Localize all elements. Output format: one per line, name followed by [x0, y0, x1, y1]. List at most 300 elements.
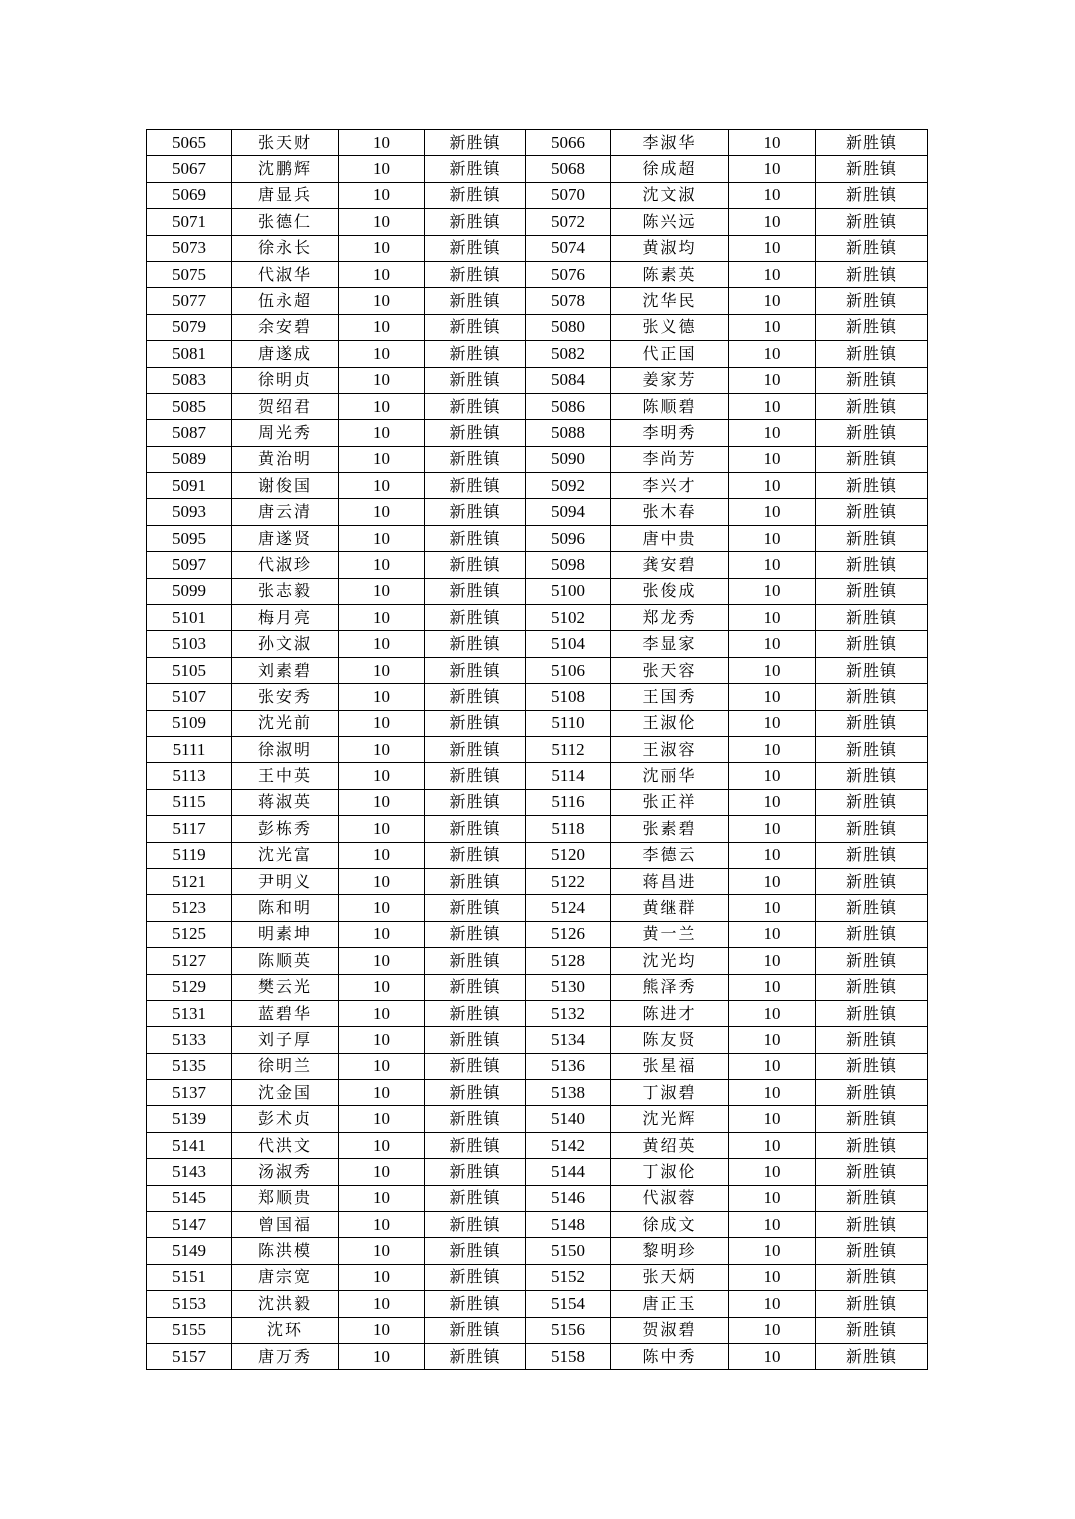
right-quantity-cell: 10: [729, 525, 816, 551]
table-row: [147, 1185, 928, 1211]
left-quantity-cell: 10: [339, 156, 425, 182]
left-id-cell: 5083: [147, 367, 232, 393]
left-id-cell: 5087: [147, 420, 232, 446]
right-id-cell: 5086: [526, 393, 611, 419]
left-quantity-cell: 10: [339, 446, 425, 472]
left-name-cell: 王中英: [232, 763, 339, 789]
right-id-cell: 5156: [526, 1317, 611, 1343]
left-name-cell: 徐永长: [232, 235, 339, 261]
left-town-cell: 新胜镇: [425, 816, 526, 842]
table-row: [147, 578, 928, 604]
right-id-cell: 5082: [526, 341, 611, 367]
table-row: [147, 1291, 928, 1317]
left-name-cell: 张志毅: [232, 578, 339, 604]
right-town-cell: 新胜镇: [816, 209, 928, 235]
left-town-cell: 新胜镇: [425, 1238, 526, 1264]
left-id-cell: 5081: [147, 341, 232, 367]
right-id-cell: 5068: [526, 156, 611, 182]
left-town-cell: 新胜镇: [425, 974, 526, 1000]
right-id-cell: 5090: [526, 446, 611, 472]
left-quantity-cell: 10: [339, 525, 425, 551]
table-row: [147, 420, 928, 446]
right-quantity-cell: 10: [729, 1132, 816, 1158]
right-town-cell: 新胜镇: [816, 393, 928, 419]
left-quantity-cell: 10: [339, 816, 425, 842]
table-row: [147, 631, 928, 657]
right-quantity-cell: 10: [729, 156, 816, 182]
left-id-cell: 5069: [147, 182, 232, 208]
left-id-cell: 5123: [147, 895, 232, 921]
table-row: [147, 657, 928, 683]
left-town-cell: 新胜镇: [425, 552, 526, 578]
left-town-cell: 新胜镇: [425, 948, 526, 974]
left-name-cell: 沈环: [232, 1317, 339, 1343]
left-town-cell: 新胜镇: [425, 261, 526, 287]
left-quantity-cell: 10: [339, 1317, 425, 1343]
right-town-cell: 新胜镇: [816, 605, 928, 631]
table-row: [147, 525, 928, 551]
right-quantity-cell: 10: [729, 921, 816, 947]
right-id-cell: 5076: [526, 261, 611, 287]
table-row: [147, 736, 928, 762]
left-name-cell: 谢俊国: [232, 473, 339, 499]
left-town-cell: 新胜镇: [425, 657, 526, 683]
left-town-cell: 新胜镇: [425, 710, 526, 736]
left-name-cell: 梅月亮: [232, 605, 339, 631]
right-town-cell: 新胜镇: [816, 1159, 928, 1185]
right-town-cell: 新胜镇: [816, 1027, 928, 1053]
left-id-cell: 5153: [147, 1291, 232, 1317]
left-town-cell: 新胜镇: [425, 868, 526, 894]
right-name-cell: 沈光辉: [611, 1106, 729, 1132]
right-name-cell: 陈素英: [611, 261, 729, 287]
left-town-cell: 新胜镇: [425, 1291, 526, 1317]
right-quantity-cell: 10: [729, 631, 816, 657]
right-quantity-cell: 10: [729, 868, 816, 894]
left-quantity-cell: 10: [339, 288, 425, 314]
left-name-cell: 徐淑明: [232, 736, 339, 762]
left-town-cell: 新胜镇: [425, 130, 526, 156]
right-name-cell: 黄绍英: [611, 1132, 729, 1158]
left-id-cell: 5151: [147, 1264, 232, 1290]
right-name-cell: 唐中贵: [611, 525, 729, 551]
right-id-cell: 5110: [526, 710, 611, 736]
right-quantity-cell: 10: [729, 209, 816, 235]
left-id-cell: 5111: [147, 736, 232, 762]
left-name-cell: 徐明贞: [232, 367, 339, 393]
roster-table-body: [147, 130, 928, 1370]
left-id-cell: 5101: [147, 605, 232, 631]
left-town-cell: 新胜镇: [425, 684, 526, 710]
left-town-cell: 新胜镇: [425, 420, 526, 446]
left-quantity-cell: 10: [339, 1106, 425, 1132]
right-quantity-cell: 10: [729, 446, 816, 472]
left-quantity-cell: 10: [339, 473, 425, 499]
left-quantity-cell: 10: [339, 1212, 425, 1238]
right-id-cell: 5114: [526, 763, 611, 789]
left-id-cell: 5117: [147, 816, 232, 842]
left-town-cell: 新胜镇: [425, 842, 526, 868]
left-town-cell: 新胜镇: [425, 446, 526, 472]
right-quantity-cell: 10: [729, 657, 816, 683]
right-town-cell: 新胜镇: [816, 473, 928, 499]
right-quantity-cell: 10: [729, 1106, 816, 1132]
left-name-cell: 唐万秀: [232, 1343, 339, 1369]
left-id-cell: 5139: [147, 1106, 232, 1132]
table-row: [147, 1238, 928, 1264]
left-quantity-cell: 10: [339, 895, 425, 921]
right-quantity-cell: 10: [729, 1264, 816, 1290]
table-row: [147, 156, 928, 182]
left-id-cell: 5125: [147, 921, 232, 947]
left-town-cell: 新胜镇: [425, 578, 526, 604]
left-name-cell: 刘素碧: [232, 657, 339, 683]
right-town-cell: 新胜镇: [816, 868, 928, 894]
table-row: [147, 235, 928, 261]
left-name-cell: 唐宗宽: [232, 1264, 339, 1290]
left-town-cell: 新胜镇: [425, 1343, 526, 1369]
left-name-cell: 张安秀: [232, 684, 339, 710]
left-quantity-cell: 10: [339, 1238, 425, 1264]
table-row: [147, 974, 928, 1000]
left-town-cell: 新胜镇: [425, 605, 526, 631]
left-id-cell: 5119: [147, 842, 232, 868]
left-town-cell: 新胜镇: [425, 341, 526, 367]
left-id-cell: 5113: [147, 763, 232, 789]
left-id-cell: 5141: [147, 1132, 232, 1158]
table-row: [147, 1080, 928, 1106]
right-quantity-cell: 10: [729, 1238, 816, 1264]
left-quantity-cell: 10: [339, 789, 425, 815]
right-name-cell: 李尚芳: [611, 446, 729, 472]
left-town-cell: 新胜镇: [425, 1132, 526, 1158]
right-name-cell: 张素碧: [611, 816, 729, 842]
right-name-cell: 郑龙秀: [611, 605, 729, 631]
left-town-cell: 新胜镇: [425, 1053, 526, 1079]
right-town-cell: 新胜镇: [816, 789, 928, 815]
right-id-cell: 5088: [526, 420, 611, 446]
right-town-cell: 新胜镇: [816, 895, 928, 921]
left-id-cell: 5067: [147, 156, 232, 182]
left-name-cell: 明素坤: [232, 921, 339, 947]
left-id-cell: 5121: [147, 868, 232, 894]
right-id-cell: 5112: [526, 736, 611, 762]
table-row: [147, 895, 928, 921]
table-row: [147, 341, 928, 367]
table-row: [147, 948, 928, 974]
left-quantity-cell: 10: [339, 1053, 425, 1079]
left-town-cell: 新胜镇: [425, 473, 526, 499]
right-name-cell: 张正祥: [611, 789, 729, 815]
left-quantity-cell: 10: [339, 1343, 425, 1369]
right-quantity-cell: 10: [729, 341, 816, 367]
right-town-cell: 新胜镇: [816, 1343, 928, 1369]
left-id-cell: 5107: [147, 684, 232, 710]
table-row: [147, 552, 928, 578]
right-quantity-cell: 10: [729, 684, 816, 710]
left-quantity-cell: 10: [339, 1185, 425, 1211]
left-town-cell: 新胜镇: [425, 156, 526, 182]
right-name-cell: 贺淑碧: [611, 1317, 729, 1343]
left-town-cell: 新胜镇: [425, 921, 526, 947]
right-town-cell: 新胜镇: [816, 235, 928, 261]
right-quantity-cell: 10: [729, 789, 816, 815]
right-town-cell: 新胜镇: [816, 631, 928, 657]
right-town-cell: 新胜镇: [816, 552, 928, 578]
left-id-cell: 5071: [147, 209, 232, 235]
right-town-cell: 新胜镇: [816, 367, 928, 393]
right-name-cell: 黄继群: [611, 895, 729, 921]
right-id-cell: 5098: [526, 552, 611, 578]
right-id-cell: 5106: [526, 657, 611, 683]
table-row: [147, 684, 928, 710]
left-id-cell: 5143: [147, 1159, 232, 1185]
left-name-cell: 郑顺贵: [232, 1185, 339, 1211]
right-town-cell: 新胜镇: [816, 1264, 928, 1290]
left-id-cell: 5133: [147, 1027, 232, 1053]
table-row: [147, 393, 928, 419]
right-id-cell: 5104: [526, 631, 611, 657]
right-name-cell: 徐成超: [611, 156, 729, 182]
right-town-cell: 新胜镇: [816, 446, 928, 472]
left-id-cell: 5109: [147, 710, 232, 736]
right-id-cell: 5126: [526, 921, 611, 947]
left-quantity-cell: 10: [339, 605, 425, 631]
left-town-cell: 新胜镇: [425, 499, 526, 525]
left-town-cell: 新胜镇: [425, 1212, 526, 1238]
table-row: [147, 1106, 928, 1132]
left-id-cell: 5097: [147, 552, 232, 578]
left-town-cell: 新胜镇: [425, 182, 526, 208]
left-id-cell: 5091: [147, 473, 232, 499]
right-id-cell: 5152: [526, 1264, 611, 1290]
right-quantity-cell: 10: [729, 314, 816, 340]
left-name-cell: 唐遂贤: [232, 525, 339, 551]
left-quantity-cell: 10: [339, 1132, 425, 1158]
left-id-cell: 5075: [147, 261, 232, 287]
left-id-cell: 5073: [147, 235, 232, 261]
right-quantity-cell: 10: [729, 261, 816, 287]
right-name-cell: 黄一兰: [611, 921, 729, 947]
left-town-cell: 新胜镇: [425, 288, 526, 314]
left-id-cell: 5155: [147, 1317, 232, 1343]
right-id-cell: 5066: [526, 130, 611, 156]
left-id-cell: 5103: [147, 631, 232, 657]
right-quantity-cell: 10: [729, 393, 816, 419]
right-town-cell: 新胜镇: [816, 1291, 928, 1317]
left-id-cell: 5137: [147, 1080, 232, 1106]
right-quantity-cell: 10: [729, 605, 816, 631]
left-town-cell: 新胜镇: [425, 763, 526, 789]
left-name-cell: 沈鹏辉: [232, 156, 339, 182]
left-id-cell: 5099: [147, 578, 232, 604]
right-id-cell: 5102: [526, 605, 611, 631]
right-town-cell: 新胜镇: [816, 288, 928, 314]
right-id-cell: 5072: [526, 209, 611, 235]
right-quantity-cell: 10: [729, 1159, 816, 1185]
left-town-cell: 新胜镇: [425, 367, 526, 393]
left-quantity-cell: 10: [339, 393, 425, 419]
right-id-cell: 5130: [526, 974, 611, 1000]
left-id-cell: 5127: [147, 948, 232, 974]
table-row: [147, 1053, 928, 1079]
left-town-cell: 新胜镇: [425, 314, 526, 340]
left-quantity-cell: 10: [339, 552, 425, 578]
right-id-cell: 5138: [526, 1080, 611, 1106]
left-id-cell: 5147: [147, 1212, 232, 1238]
left-name-cell: 汤淑秀: [232, 1159, 339, 1185]
right-town-cell: 新胜镇: [816, 684, 928, 710]
table-row: [147, 473, 928, 499]
left-id-cell: 5105: [147, 657, 232, 683]
left-town-cell: 新胜镇: [425, 1027, 526, 1053]
right-quantity-cell: 10: [729, 974, 816, 1000]
left-name-cell: 沈金国: [232, 1080, 339, 1106]
left-quantity-cell: 10: [339, 499, 425, 525]
right-id-cell: 5136: [526, 1053, 611, 1079]
left-town-cell: 新胜镇: [425, 1264, 526, 1290]
right-town-cell: 新胜镇: [816, 341, 928, 367]
right-town-cell: 新胜镇: [816, 156, 928, 182]
right-town-cell: 新胜镇: [816, 657, 928, 683]
right-id-cell: 5100: [526, 578, 611, 604]
left-name-cell: 唐显兵: [232, 182, 339, 208]
right-quantity-cell: 10: [729, 288, 816, 314]
right-town-cell: 新胜镇: [816, 842, 928, 868]
left-id-cell: 5093: [147, 499, 232, 525]
right-town-cell: 新胜镇: [816, 1185, 928, 1211]
left-town-cell: 新胜镇: [425, 1185, 526, 1211]
left-id-cell: 5065: [147, 130, 232, 156]
right-town-cell: 新胜镇: [816, 499, 928, 525]
left-name-cell: 周光秀: [232, 420, 339, 446]
left-quantity-cell: 10: [339, 1027, 425, 1053]
left-id-cell: 5149: [147, 1238, 232, 1264]
left-quantity-cell: 10: [339, 341, 425, 367]
right-name-cell: 丁淑伦: [611, 1159, 729, 1185]
left-quantity-cell: 10: [339, 130, 425, 156]
left-name-cell: 彭栋秀: [232, 816, 339, 842]
right-name-cell: 张星福: [611, 1053, 729, 1079]
left-quantity-cell: 10: [339, 736, 425, 762]
left-quantity-cell: 10: [339, 1291, 425, 1317]
left-town-cell: 新胜镇: [425, 1317, 526, 1343]
left-id-cell: 5077: [147, 288, 232, 314]
left-name-cell: 余安碧: [232, 314, 339, 340]
right-quantity-cell: 10: [729, 1000, 816, 1026]
right-town-cell: 新胜镇: [816, 525, 928, 551]
right-town-cell: 新胜镇: [816, 1053, 928, 1079]
right-id-cell: 5122: [526, 868, 611, 894]
left-name-cell: 孙文淑: [232, 631, 339, 657]
left-name-cell: 沈光前: [232, 710, 339, 736]
right-quantity-cell: 10: [729, 1317, 816, 1343]
right-town-cell: 新胜镇: [816, 314, 928, 340]
table-row: [147, 763, 928, 789]
right-id-cell: 5116: [526, 789, 611, 815]
right-quantity-cell: 10: [729, 1185, 816, 1211]
right-name-cell: 沈文淑: [611, 182, 729, 208]
right-name-cell: 李显家: [611, 631, 729, 657]
right-name-cell: 张天炳: [611, 1264, 729, 1290]
left-quantity-cell: 10: [339, 209, 425, 235]
right-id-cell: 5146: [526, 1185, 611, 1211]
left-quantity-cell: 10: [339, 684, 425, 710]
right-name-cell: 丁淑碧: [611, 1080, 729, 1106]
left-quantity-cell: 10: [339, 842, 425, 868]
left-name-cell: 陈顺英: [232, 948, 339, 974]
right-name-cell: 熊泽秀: [611, 974, 729, 1000]
right-name-cell: 龚安碧: [611, 552, 729, 578]
left-id-cell: 5145: [147, 1185, 232, 1211]
right-name-cell: 王国秀: [611, 684, 729, 710]
right-id-cell: 5108: [526, 684, 611, 710]
left-town-cell: 新胜镇: [425, 1080, 526, 1106]
left-name-cell: 曾国福: [232, 1212, 339, 1238]
left-name-cell: 蓝碧华: [232, 1000, 339, 1026]
left-name-cell: 陈洪模: [232, 1238, 339, 1264]
right-town-cell: 新胜镇: [816, 578, 928, 604]
right-name-cell: 陈中秀: [611, 1343, 729, 1369]
left-name-cell: 陈和明: [232, 895, 339, 921]
left-quantity-cell: 10: [339, 631, 425, 657]
table-row: [147, 1027, 928, 1053]
right-quantity-cell: 10: [729, 367, 816, 393]
right-name-cell: 陈兴远: [611, 209, 729, 235]
right-town-cell: 新胜镇: [816, 1080, 928, 1106]
right-id-cell: 5084: [526, 367, 611, 393]
right-quantity-cell: 10: [729, 1343, 816, 1369]
right-quantity-cell: 10: [729, 473, 816, 499]
left-town-cell: 新胜镇: [425, 631, 526, 657]
left-name-cell: 代洪文: [232, 1132, 339, 1158]
right-quantity-cell: 10: [729, 710, 816, 736]
right-name-cell: 黎明珍: [611, 1238, 729, 1264]
right-id-cell: 5092: [526, 473, 611, 499]
right-id-cell: 5124: [526, 895, 611, 921]
left-name-cell: 黄治明: [232, 446, 339, 472]
right-id-cell: 5120: [526, 842, 611, 868]
table-row: [147, 182, 928, 208]
right-name-cell: 黄淑均: [611, 235, 729, 261]
table-row: [147, 1264, 928, 1290]
table-row: [147, 605, 928, 631]
right-id-cell: 5128: [526, 948, 611, 974]
right-name-cell: 王淑容: [611, 736, 729, 762]
right-name-cell: 陈顺碧: [611, 393, 729, 419]
left-name-cell: 刘子厚: [232, 1027, 339, 1053]
table-row: [147, 261, 928, 287]
left-quantity-cell: 10: [339, 420, 425, 446]
table-row: [147, 367, 928, 393]
table-row: [147, 1317, 928, 1343]
table-row: [147, 1343, 928, 1369]
document-table-container: [146, 129, 927, 1370]
left-id-cell: 5085: [147, 393, 232, 419]
right-name-cell: 代淑蓉: [611, 1185, 729, 1211]
left-quantity-cell: 10: [339, 1000, 425, 1026]
right-quantity-cell: 10: [729, 816, 816, 842]
left-quantity-cell: 10: [339, 710, 425, 736]
left-name-cell: 沈洪毅: [232, 1291, 339, 1317]
right-name-cell: 张木春: [611, 499, 729, 525]
table-row: [147, 1159, 928, 1185]
left-id-cell: 5095: [147, 525, 232, 551]
right-town-cell: 新胜镇: [816, 182, 928, 208]
right-name-cell: 沈丽华: [611, 763, 729, 789]
left-id-cell: 5079: [147, 314, 232, 340]
left-town-cell: 新胜镇: [425, 209, 526, 235]
